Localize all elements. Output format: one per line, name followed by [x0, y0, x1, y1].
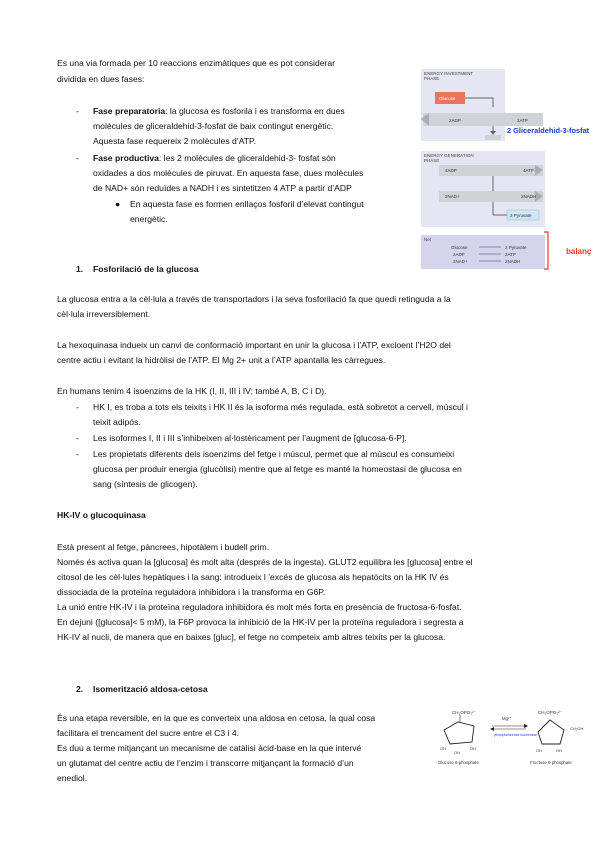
net-atp: 2ATP [505, 252, 516, 257]
section-2-number: 2. [76, 684, 84, 694]
svg-text:OH: OH [454, 750, 460, 755]
g6p-top-group: CH₂OPO₃²⁻ [452, 710, 476, 715]
dash-bullet: - [76, 402, 79, 412]
net-nadh: 2NADH [505, 259, 521, 264]
f6p-top-group: CH₂OPO₃²⁻ [538, 710, 562, 715]
net-nad: 2NAD+ [453, 259, 468, 264]
dash-bullet: - [76, 433, 79, 443]
isomerization-reaction [432, 706, 590, 776]
svg-text:OH: OH [440, 746, 446, 751]
glucose-text: Glucose [439, 96, 456, 101]
g3p-bar [485, 135, 501, 140]
net-panel [421, 235, 545, 269]
phase1-subtitle: PHASE [424, 76, 440, 81]
intro-line-1: Es una via formada per 10 reaccions enzimàtiques que es pot considerar [57, 58, 336, 68]
section-2-title: Isomerització aldosa-cetosa [93, 684, 208, 694]
glycolysis-diagram [421, 69, 592, 271]
nad2-text: 2NAD+ [445, 194, 460, 199]
net-adp: 2ADP [453, 252, 465, 257]
svg-text:OH: OH [536, 748, 542, 753]
balance-label: balanç [566, 247, 592, 256]
phase-2: Fase productiva: les 2 molècules de gliceraldehid-3- fosfat són oxidades a dos molècules de piruvat. En aquesta fase, dues molècules de NAD+ són reduïdes a NADH i es sintetitzen 4 ATP a partir d’ADP [93, 153, 364, 193]
section-1-paragraph-2: La hexoquinasa indueix un canvi de conformació important en unir la glucosa i l’ATP, excloent l’H2O del centre actiu i evitant la hidròlisi de l’ATP. El Mg 2+ unit a l’ATP apantalla les càrregues. [57, 340, 451, 365]
section-1-paragraph-3: En humans tenim 4 isoenzims de la HK (I, II, III i IV; també A, B, C i D). [57, 386, 327, 396]
dash-bullet: - [76, 106, 79, 116]
hk-bullet-3: Les propietats diferents dels isoenzims del fetge i múscul, permet que al múscul es consumeixi glucosa per produir energia (glucòlisi) mentre que al fetge es manté la homeostasi de glucosa en sang (síntesis de glicogen). [93, 449, 462, 489]
hk4-body: Està present al fetge, pàncrees, hipotàlem i budell prim. Només és activa quan la [glucosa] és molt alta (després de la ingesta). GLUT2 equilibra les [glucosa] entre el citosol de les cèl·lules hepàtiques i la sang: introdueix l ’excés de glucosa als hepatòcits on la HK IV és dissociada de la proteïna reguladora inhibidora i la transforma en G6P. La unió entre HK-IV i la proteïna reguladora inhibidora és molt més forta en presència de fructosa-6-fosfat. En dejuni ([glucosa]< 5 mM), la F6P provoca la inhibició de la HK-IV per la proteïna reguladora i segresta a HK-IV al nucli, de manera que en baixes [gluc], el fetge no competeix amb altres teixits per la glucosa. [57, 542, 473, 642]
f6p-label: Fructose 6-phosphate [530, 760, 572, 765]
dash-bullet: - [76, 153, 79, 163]
net-pyruvate: 2 Pyruvate [505, 245, 527, 250]
pyruvate-text: 2 Pyruvate [510, 213, 532, 218]
adp2-text: 2ADP [449, 118, 461, 123]
enzyme-label: phosphohexose isomerase [494, 733, 537, 737]
intro-line-2: dividida en dues fases: [57, 74, 145, 84]
hk-bullet-2: Les isoformes I, II i III s’inhibeixen al·lostèricament per l’augment de [glucosa-6-P]. [93, 433, 407, 443]
mg-label: Mg²⁺ [502, 716, 512, 721]
f6p-ring [538, 720, 564, 744]
adp4-text: 4ADP [445, 168, 457, 173]
dot-bullet: ● [115, 199, 121, 209]
net-glucose: Glucose [451, 245, 468, 250]
phase2-subtitle: PHASE [424, 158, 440, 163]
svg-text:OH: OH [470, 746, 476, 751]
sub-bullet: En aquesta fase es formen enllaços fosforil d’elevat contingut energètic. [130, 199, 364, 224]
phase2-title: ENERGY GENERATION [424, 153, 474, 158]
atp2-text: 2ATP [517, 118, 528, 123]
g3p-label: 2 Gliceraldehid-3-fosfat [507, 126, 590, 135]
svg-text:OH: OH [556, 748, 562, 753]
g6p-ring [444, 722, 474, 744]
section-2-body: És una etapa reversible, en la que es converteix una aldosa en cetosa, la qual cosa facilitara el trencament del sucre entre el C3 i 4. Es duu a terme mitjançant un mecanisme de catàlisi àcid-base en la que intervé un glutamat del centre actiu de l’enzim i transcorre mitjançant la formació d’un enediol. [57, 713, 376, 783]
phase1-title: ENERGY INVESTMENT [424, 71, 474, 76]
hk-bullet-1: HK I, es troba a tots els teixits i HK II és la isoforma més regulada, està sobretot a cervell, múscul i teixit adipós. [93, 402, 468, 427]
section-1-number: 1. [76, 264, 84, 274]
hk4-title: HK-IV o glucoquinasa [57, 510, 146, 520]
g6p-label: Glucose 6-phosphate [438, 760, 479, 765]
phase-1: Fase preparatoria: la glucosa es fosforila i es transforma en dues molècules de gliceraldehid-3-fosfat de baix contingut energètic. Aquesta fase requereix 2 molècules d’ATP. [93, 106, 345, 146]
dash-bullet: - [76, 449, 79, 459]
net-title: Net [424, 237, 432, 242]
section-1-title: Fosforilació de la glucosa [93, 264, 199, 274]
f6p-side-group: CH₂OH [570, 726, 584, 731]
nadh2-text: 2NADH [521, 194, 537, 199]
atp4-text: 4ATP [523, 168, 534, 173]
section-1-paragraph-1: La glucosa entra a la cèl·lula a través de transportadors i la seva fosforilació fa que quedi retinguda a la cèl·lula irreversiblement. [57, 294, 451, 319]
